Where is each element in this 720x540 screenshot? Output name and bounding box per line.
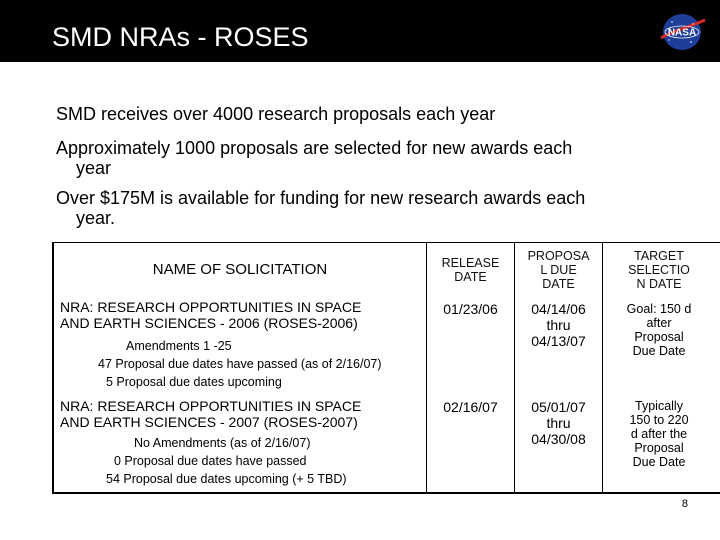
header-release-date: RELEASE DATE (441, 256, 500, 284)
bullet-text-continued: year. (76, 208, 116, 228)
bullet-text: SMD receives over 4000 research proposals each year (56, 104, 496, 124)
header-target-selection-date: TARGET SELECTIO N DATE (628, 249, 690, 291)
table-border-top (52, 242, 720, 243)
title-bar (0, 0, 720, 62)
nasa-logo-icon (657, 12, 707, 52)
due-dates-passed-note: 0 Proposal due dates have passed (114, 454, 307, 468)
release-date: 02/16/07 (443, 399, 498, 415)
due-dates-passed-note: 47 Proposal due dates have passed (as of 2/16/07) (98, 357, 382, 371)
table-row-title: NRA: RESEARCH OPPORTUNITIES IN SPACE AND EARTH SCIENCES - 2007 (ROSES-2007) (60, 398, 362, 430)
table-row-title: NRA: RESEARCH OPPORTUNITIES IN SPACE AND EARTH SCIENCES - 2006 (ROSES-2006) (60, 299, 362, 331)
solicitation-table (52, 242, 720, 494)
nasa-logo-text: NASA (667, 27, 697, 39)
due-dates-upcoming-note: 5 Proposal due dates upcoming (106, 375, 282, 389)
bullet-item (56, 104, 696, 124)
release-date: 01/23/06 (443, 301, 498, 317)
bullet-list (56, 104, 696, 236)
proposal-due-range: 04/14/06 thru 04/13/07 (531, 301, 586, 349)
header-proposal-due-date: PROPOSA L DUE DATE (527, 249, 590, 291)
header-solicitation-name: NAME OF SOLICITATION (152, 261, 328, 278)
target-selection-goal: Goal: 150 d after Proposal Due Date (626, 302, 692, 358)
due-dates-upcoming-note: 54 Proposal due dates upcoming (+ 5 TBD) (106, 472, 347, 486)
slide-title: SMD NRAs - ROSES (52, 22, 309, 52)
amendments-note: Amendments 1 -25 (126, 339, 232, 353)
table-border-bottom (52, 492, 720, 494)
page-number: 8 (681, 498, 688, 510)
target-selection-typical: Typically 150 to 220 d after the Proposal Due Date (629, 399, 689, 469)
bullet-item (56, 188, 696, 228)
bullet-text: Approximately 1000 proposals are selected for new awards each (56, 138, 573, 158)
amendments-note: No Amendments (as of 2/16/07) (134, 436, 311, 450)
bullet-item (56, 138, 696, 178)
table-border-left (52, 242, 54, 494)
bullet-text: Over $175M is available for funding for new research awards each (56, 188, 586, 208)
bullet-text-continued: year (76, 158, 112, 178)
proposal-due-range: 05/01/07 thru 04/30/08 (531, 399, 586, 447)
